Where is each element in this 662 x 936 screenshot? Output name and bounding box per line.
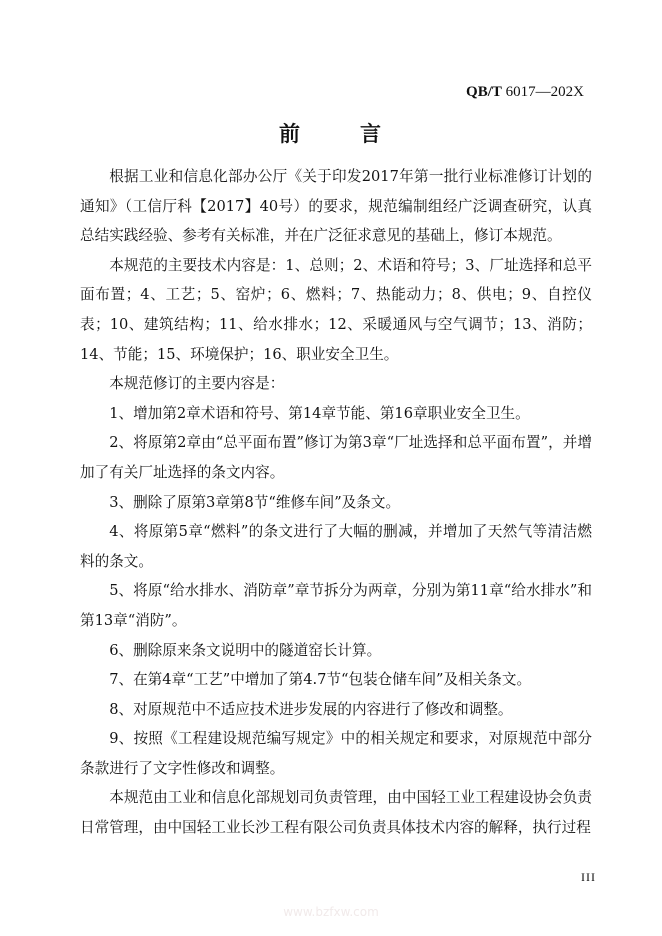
standard-code-prefix: QB/T: [466, 84, 502, 100]
watermark: www.bzfxw.com: [283, 905, 379, 919]
revision-item-7: 7、在第4章“工艺”中增加了第4.7节“包装仓储车间”及相关条文。: [109, 671, 532, 689]
revision-item-6: 6、删除原来条文说明中的隧道窑长计算。: [109, 641, 382, 659]
foreword-body: [80, 162, 592, 843]
revision-item-3: 3、删除了原第3章第8节“维修车间”及条文。: [109, 493, 401, 511]
paragraph-intro: 根据工业和信息化部办公厅《关于印发2017年第一批行业标准修订计划的通知》（工信厅科【2017】40号）的要求，规范编制组经广泛调查研究，认真总结实践经验、参考有关标准，并在广泛征求意见的基础上，修订本规范。: [80, 168, 592, 245]
page-number: III: [581, 870, 596, 884]
standard-code-number: 6017—202X: [505, 84, 584, 100]
revision-item-1: 1、增加第2章术语和符号、第14章节能、第16章职业安全卫生。: [109, 404, 530, 422]
revision-item-8: 8、对原规范中不适应技术进步发展的内容进行了修改和调整。: [109, 700, 513, 718]
revision-item-9: 9、按照《工程建设规范编写规定》中的相关规定和要求，对原规范中部分条款进行了文字性修改和调整。: [80, 730, 592, 777]
revision-item-5: 5、将原“给水排水、消防章”章节拆分为两章，分别为第11章“给水排水”和第13章“消防”。: [80, 582, 592, 629]
title-char-1: 前: [279, 122, 302, 146]
paragraph-main-contents: 本规范的主要技术内容是：1、总则；2、术语和符号；3、厂址选择和总平面布置；4、工艺；5、窑炉；6、燃料；7、热能动力；8、供电；9、自控仪表；10、建筑结构；11、给水排水；12、采暖通风与空气调节；13、消防；14、节能；15、环境保护；16、职业安全卫生。: [80, 256, 592, 363]
revision-item-4: 4、将原第5章“燃料”的条文进行了大幅的删减，并增加了天然气等清洁燃料的条文。: [80, 523, 592, 570]
page-title: [0, 118, 662, 148]
title-char-2: 言: [360, 122, 383, 146]
paragraph-revision-heading: 本规范修订的主要内容是：: [109, 375, 285, 393]
standard-code: [466, 84, 584, 101]
paragraph-management: 本规范由工业和信息化部规划司负责管理，由中国轻工业工程建设协会负责日常管理，由中国轻工业长沙工程有限公司负责具体技术内容的解释，执行过程: [80, 789, 592, 837]
revision-item-2: 2、将原第2章由“总平面布置”修订为第3章“厂址选择和总平面布置”，并增加了有关厂址选择的条文内容。: [80, 434, 592, 481]
